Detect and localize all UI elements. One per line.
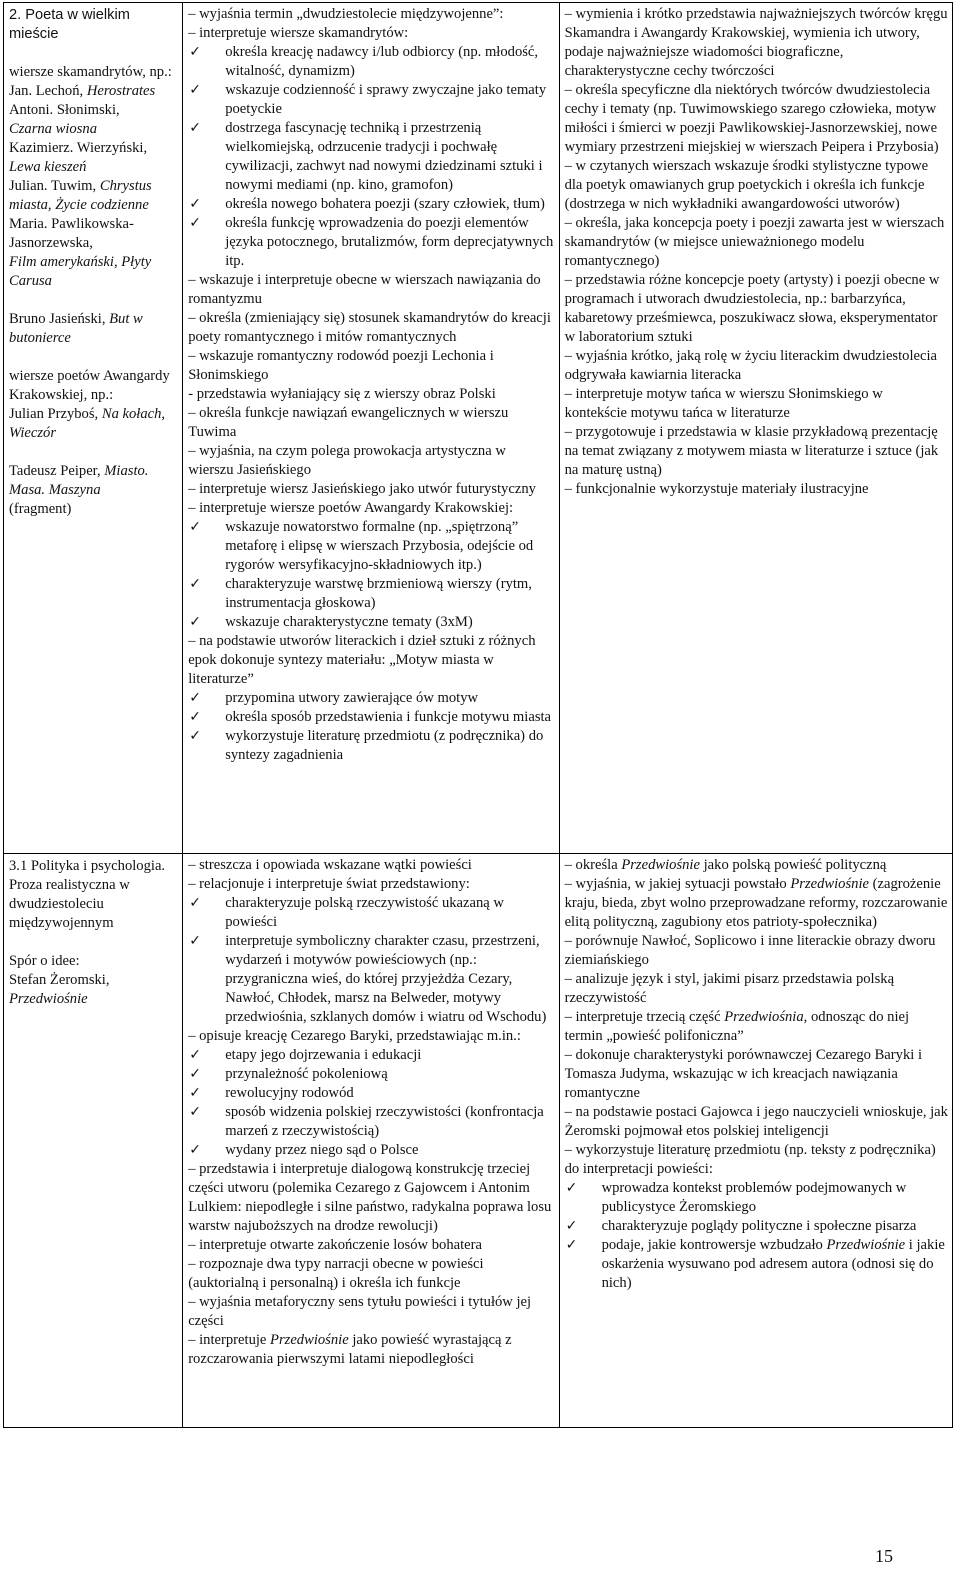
topic-cell xyxy=(4,3,183,854)
checklist-item: ✓ wprowadza kontekst problemów podejmowanych w publicystyce Żeromskiego xyxy=(565,1180,907,1215)
checklist-item: ✓ określa sposób przedstawienia i funkcje motywu miasta xyxy=(189,709,552,725)
requirement-item: – określa, jaka koncepcja poety i poezji zawarta jest w wierszach skamandrytów (w miejsce unieważnionego modelu romantycznego) xyxy=(564,215,945,269)
reading-item: Kazimierz. Wierzyński, Lewa kieszeń xyxy=(9,140,148,175)
checklist-item: ✓ określa kreację nadawcy i/lub odbiorcy (np. młodość, witalność, dynamizm) xyxy=(189,44,539,79)
checklist-item: ✓ określa nowego bohatera poezji (szary człowiek, tłum) xyxy=(189,196,545,212)
requirement-item: – w czytanych wierszach wskazuje środki stylistyczne typowe dla poetyk omawianych grup poetyckich i określa ich funkcje (dostrzega w nich wykładniki awangardowości utworów) xyxy=(564,158,929,212)
page-number: 15 xyxy=(875,1546,893,1566)
checklist-item: ✓ etapy jego dojrzewania i edukacji xyxy=(189,1047,422,1063)
requirement-item: – przedstawia i interpretuje dialogową konstrukcję trzeciej części utworu (polemika Cezarego z Gajowcem i Antonim Lulkiem: niepodległe i silne państwo, radykalna poprawa losu warstw najuboższych na drodze rewolucji) xyxy=(188,1161,552,1234)
checkmark-icon: ✓ xyxy=(189,82,201,98)
reading-item: Maria. Pawlikowska-Jasnorzewska, Film amerykański, Płyty Carusa xyxy=(9,216,152,289)
reading-item: Antoni. Słonimski, Czarna wiosna xyxy=(9,102,120,137)
readings-intro: wiersze poetów Awangardy Krakowskiej, np.: xyxy=(9,368,170,403)
dispute-label: Spór o idee: xyxy=(9,953,80,969)
requirement-item: – wskazuje i interpretuje obecne w wierszach nawiązania do romantyzmu xyxy=(188,272,541,307)
checklist-item: ✓ wskazuje charakterystyczne tematy (3xM) xyxy=(189,614,473,630)
checkmark-icon: ✓ xyxy=(189,690,201,706)
requirement-item: – opisuje kreację Cezarego Baryki, przedstawiając m.in.: xyxy=(188,1028,521,1044)
checklist-item: ✓ przypomina utwory zawierające ów motyw xyxy=(189,690,479,706)
checkmark-icon: ✓ xyxy=(189,895,201,911)
curriculum-table xyxy=(3,2,953,1428)
requirement-item: - przedstawia wyłaniający się z wierszy obraz Polski xyxy=(188,386,496,402)
checkmark-icon: ✓ xyxy=(189,1142,201,1158)
reading-item: Tadeusz Peiper, Miasto. Masa. Maszyna (fragment) xyxy=(9,463,149,517)
checkmark-icon: ✓ xyxy=(189,614,201,630)
checklist-item: ✓ wykorzystuje literaturę przedmiotu (z podręcznika) do syntezy zagadnienia xyxy=(189,728,544,763)
checklist-item: ✓ interpretuje symboliczny charakter czasu, przestrzeni, wydarzeń i motywów powieściowych (np.: przygraniczna wieś, do której przyjeżdża Cezary, Nawłoć, Chłodek, marsz na Belweder, motywy przedwiośnia, szklanych domów i wiatru od Wschodu) xyxy=(189,933,547,1025)
requirement-item: – określa specyficzne dla niektórych twórców dwudziestolecia cechy i tematy (np. Tuwimowskiego szarego człowieka, motyw miłości i śmierci w poezji Pawlikowskiej-Jasnorzewskiej, nowe wymiary przestrzeni miejskiej w wierszach Peipera i Przybosia) xyxy=(564,82,939,155)
checkmark-icon: ✓ xyxy=(189,215,201,231)
section-heading: 2. Poeta w wielkim mieście xyxy=(9,7,130,42)
checklist-item: ✓ sposób widzenia polskiej rzeczywistości (konfrontacja marzeń z rzeczywistością) xyxy=(189,1104,544,1139)
reading-title: Przedwiośnie xyxy=(9,991,88,1007)
reading-item: Jan. Lechoń, Herostrates xyxy=(9,83,156,99)
checkmark-icon: ✓ xyxy=(189,44,201,60)
checkmark-icon: ✓ xyxy=(189,120,201,136)
readings-intro: wiersze skamandrytów, np.: xyxy=(9,64,172,80)
requirement-item: – interpretuje motyw tańca w wierszu Słonimskiego w kontekście motywu tańca w literaturze xyxy=(564,386,883,421)
checklist-item: ✓ charakteryzuje polską rzeczywistość ukazaną w powieści xyxy=(189,895,504,930)
requirement-item: – streszcza i opowiada wskazane wątki powieści xyxy=(188,857,472,873)
checklist-item: ✓ podaje, jakie kontrowersje wzbudzało Przedwiośnie i jakie oskarżenia wysuwano pod adresem autora (odnosi się do nich) xyxy=(565,1237,945,1291)
requirement-item: – interpretuje wiersz Jasieńskiego jako utwór futurystyczny xyxy=(188,481,536,497)
requirement-item: – na podstawie utworów literackich i dzieł sztuki z różnych epok dokonuje syntezy materiału: „Motyw miasta w literaturze” xyxy=(188,633,536,687)
requirement-item: – interpretuje otwarte zakończenie losów bohatera xyxy=(188,1237,482,1253)
checkmark-icon: ✓ xyxy=(565,1218,578,1234)
checklist-item: ✓ przynależność pokoleniową xyxy=(189,1066,388,1082)
checkmark-icon: ✓ xyxy=(189,709,201,725)
requirement-item: – funkcjonalnie wykorzystuje materiały ilustracyjne xyxy=(564,481,869,497)
checklist-item: ✓ określa funkcję wprowadzenia do poezji elementów języka potocznego, brutalizmów, form deprecjatywnych itp. xyxy=(189,215,554,269)
requirement-item: – interpretuje trzecią część Przedwiośnia, odnosząc do niej termin „powieść polifoniczna” xyxy=(564,1009,910,1044)
requirement-item: – na podstawie postaci Gajowca i jego nauczycieli wnioskuje, jak Żeromski pojmował etos polskiej inteligencji xyxy=(564,1104,948,1139)
reading-item: Julian. Tuwim, Chrystus miasta, Życie codzienne xyxy=(9,178,152,213)
checkmark-icon: ✓ xyxy=(565,1180,578,1196)
checkmark-icon: ✓ xyxy=(189,519,201,535)
checklist-item: ✓ wskazuje codzienność i sprawy zwyczajne jako tematy poetyckie xyxy=(189,82,547,117)
requirement-item: – dokonuje charakterystyki porównawczej Cezarego Baryki i Tomasza Judyma, wskazując w ich kreacjach nawiązania romantyczne xyxy=(564,1047,922,1101)
checklist-item: ✓ rewolucyjny rodowód xyxy=(189,1085,354,1101)
requirement-item: – interpretuje wiersze skamandrytów: xyxy=(188,25,409,41)
requirement-item: – przedstawia różne koncepcje poety (artysty) i poezji obecne w programach i utworach dwudziestolecia, np.: barbarzyńca, kabaretowy prześmiewca, poszukiwacz słowa, eksperymentator w laboratorium sztuki xyxy=(564,272,940,345)
requirement-item: – interpretuje Przedwiośnie jako powieść wyrastającą z rozczarowania pierwszymi latami niepodległości xyxy=(188,1332,512,1367)
checklist-item: ✓ charakteryzuje poglądy polityczne i społeczne pisarza xyxy=(565,1218,917,1234)
requirement-item: – przygotowuje i przedstawia w klasie przykładową prezentację na temat związany z motywem miasta w literaturze i sztuce (jak na maturę ustną) xyxy=(564,424,939,478)
requirement-item: – interpretuje wiersze poetów Awangardy Krakowskiej: xyxy=(188,500,514,516)
checkmark-icon: ✓ xyxy=(189,1104,201,1120)
checkmark-icon: ✓ xyxy=(189,196,201,212)
topic-cell xyxy=(4,854,183,1428)
requirement-item: – wskazuje romantyczny rodowód poezji Lechonia i Słonimskiego xyxy=(188,348,494,383)
checklist-item: ✓ charakteryzuje warstwę brzmieniową wierszy (rytm, instrumentacja głoskowa) xyxy=(189,576,532,611)
section-heading: 3.1 Polityka i psychologia. Proza realistyczna w dwudziestoleciu międzywojennym xyxy=(9,858,166,931)
reading-item: Bruno Jasieński, But w butonierce xyxy=(9,311,143,346)
checkmark-icon: ✓ xyxy=(189,1085,201,1101)
checklist-item: ✓ wydany przez niego sąd o Polsce xyxy=(189,1142,419,1158)
reading-author: Stefan Żeromski, xyxy=(9,972,110,988)
requirement-item: – wykorzystuje literaturę przedmiotu (np. teksty z podręcznika) do interpretacji powieści: xyxy=(564,1142,936,1177)
basic-requirements-cell xyxy=(183,854,559,1428)
checkmark-icon: ✓ xyxy=(565,1237,578,1253)
requirement-item: – porównuje Nawłoć, Soplicowo i inne literackie obrazy dworu ziemiańskiego xyxy=(564,933,936,968)
basic-requirements-cell xyxy=(183,3,559,854)
requirement-item: – analizuje język i styl, jakimi pisarz przedstawia polską rzeczywistość xyxy=(564,971,895,1006)
checklist-item: ✓ dostrzega fascynację techniką i przestrzenią wielkomiejską, odrzucenie tradycji i pochwałę cywilizacji, zachwyt nad nowymi dziedzinami sztuki i nowymi mediami (np. kino, gramofon) xyxy=(189,120,543,193)
checkmark-icon: ✓ xyxy=(189,933,201,949)
checkmark-icon: ✓ xyxy=(189,728,201,744)
checkmark-icon: ✓ xyxy=(189,1066,201,1082)
checklist-item: ✓ wskazuje nowatorstwo formalne (np. „spiętrzoną” metaforę i elipsę w wierszach Przybosia, odejście od rygorów wersyfikacyjno-składniowych itp.) xyxy=(189,519,534,573)
requirement-item: – określa funkcje nawiązań ewangelicznych w wierszu Tuwima xyxy=(188,405,509,440)
checkmark-icon: ✓ xyxy=(189,1047,201,1063)
requirement-item: – relacjonuje i interpretuje świat przedstawiony: xyxy=(188,876,470,892)
table-row xyxy=(4,854,953,1428)
requirement-item: – określa Przedwiośnie jako polską powieść polityczną xyxy=(564,857,887,873)
requirement-item: – rozpoznaje dwa typy narracji obecne w powieści (auktorialną i personalną) i określa ich funkcje xyxy=(188,1256,484,1291)
checkmark-icon: ✓ xyxy=(189,576,201,592)
requirement-item: – wymienia i krótko przedstawia najważniejszych twórców kręgu Skamandra i Awangardy Krakowskiej, wymienia ich utwory, podaje najważniejsze wiadomości biograficzne, charakterystyczne cechy twórczości xyxy=(564,6,948,79)
requirement-item: – wyjaśnia termin „dwudziestolecie międzywojenne”: xyxy=(188,6,504,22)
requirement-item: – wyjaśnia, w jakiej sytuacji powstało Przedwiośnie (zagrożenie kraju, bieda, zbyt wolno przeprowadzane reformy, rozczarowanie elitą polityczną, zagubiony etos patrioty-społecznika) xyxy=(564,876,948,930)
table-row xyxy=(4,3,953,854)
requirement-item: – wyjaśnia metaforyczny sens tytułu powieści i tytułów jej części xyxy=(188,1294,532,1329)
extended-requirements-cell xyxy=(559,854,952,1428)
requirement-item: – wyjaśnia krótko, jaką rolę w życiu literackim dwudziestolecia odgrywała kawiarnia literacka xyxy=(564,348,937,383)
reading-item: Julian Przyboś, Na kołach, Wieczór xyxy=(9,406,166,441)
requirement-item: – wyjaśnia, na czym polega prowokacja artystyczna w wierszu Jasieńskiego xyxy=(188,443,506,478)
extended-requirements-cell xyxy=(559,3,952,854)
requirement-item: – określa (zmieniający się) stosunek skamandrytów do kreacji poety romantycznego i mitów romantycznych xyxy=(188,310,551,345)
